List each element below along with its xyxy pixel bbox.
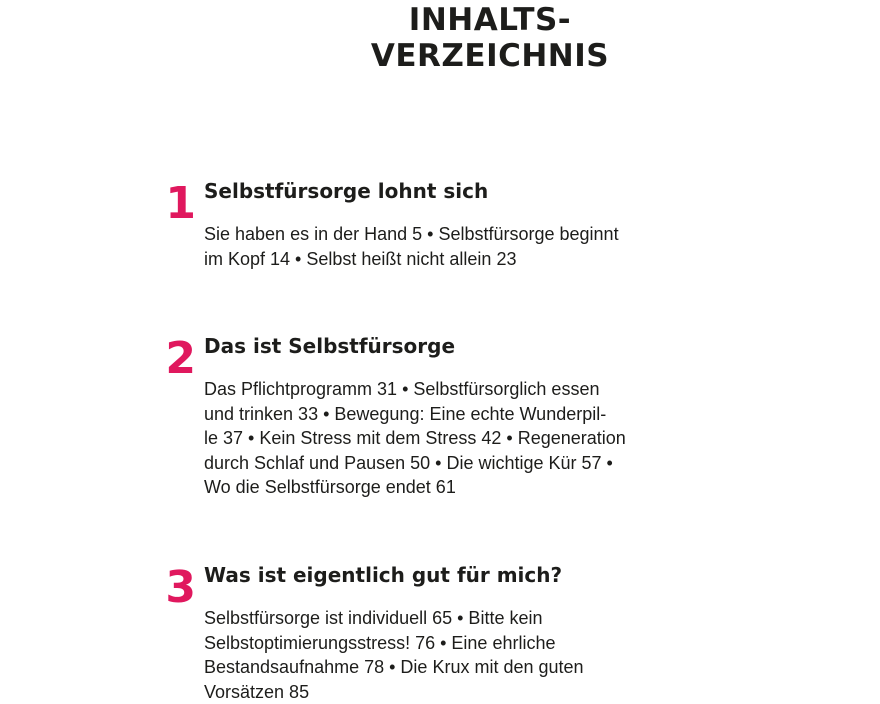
chapter-heading: Was ist eigentlich gut für mich?	[204, 563, 563, 587]
entry-line: Vorsätzen 85	[204, 681, 310, 702]
chapter-entries	[204, 222, 729, 271]
entry-line: Bestandsaufnahme 78 • Die Krux mit den guten	[204, 657, 584, 677]
entry-line: im Kopf 14 • Selbst heißt nicht allein 23	[204, 248, 517, 269]
chapter-entries	[204, 377, 729, 500]
chapter-number: 1	[165, 178, 196, 229]
entry-line: Selbstoptimierungsstress! 76 • Eine ehrliche	[204, 632, 556, 653]
chapter-number: 2	[165, 333, 196, 384]
page-title-line-1: INHALTS-	[408, 2, 572, 38]
page-title	[300, 2, 680, 74]
chapter-entries	[204, 606, 729, 704]
entry-line: durch Schlaf und Pausen 50 • Die wichtige Kür 57 •	[204, 452, 613, 473]
entry-line: le 37 • Kein Stress mit dem Stress 42 • Regeneration	[204, 428, 626, 448]
chapter-heading: Selbstfürsorge lohnt sich	[204, 179, 489, 203]
entry-line: Selbstfürsorge ist individuell 65 • Bitte kein	[204, 608, 543, 628]
entry-line: und trinken 33 • Bewegung: Eine echte Wunderpil-	[204, 403, 607, 424]
entry-line: Sie haben es in der Hand 5 • Selbstfürsorge beginnt	[204, 224, 619, 244]
page-title-line-2: VERZEICHNIS	[370, 38, 610, 74]
entry-line: Das Pflichtprogramm 31 • Selbstfürsorglich essen	[204, 379, 600, 399]
entry-line: Wo die Selbstfürsorge endet 61	[204, 477, 456, 497]
chapter-heading: Das ist Selbstfürsorge	[204, 334, 456, 358]
chapter-number: 3	[165, 562, 196, 613]
